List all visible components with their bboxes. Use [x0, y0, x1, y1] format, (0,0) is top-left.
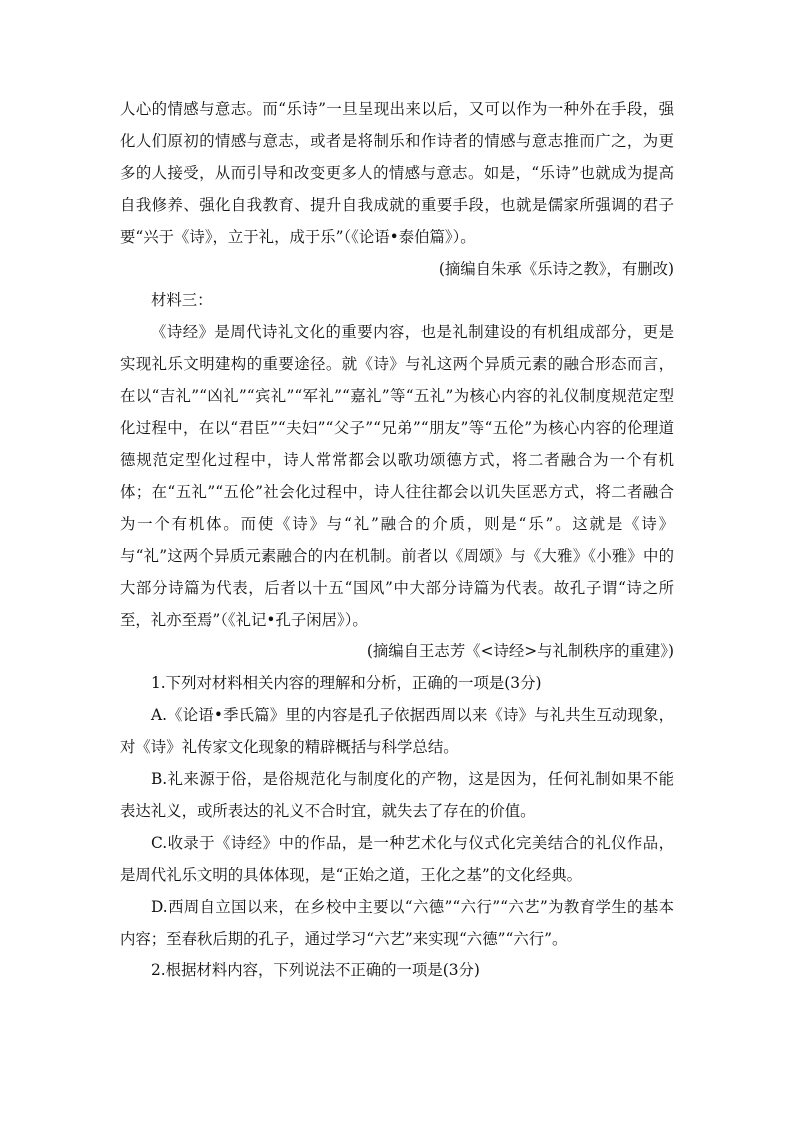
question-2-stem: 2.根据材料内容，下列说法不正确的一项是(3分) [151, 961, 480, 980]
material-3-heading: 材料三： [151, 291, 213, 310]
document-body [120, 94, 674, 987]
question-1-option-c: C.收录于《诗经》中的作品，是一种艺术化与仪式化完美结合的礼仪作品，是周代礼乐文明的具体体现，是“正始之道，王化之基”的文化经典。 [120, 833, 674, 884]
material-3-paragraph: 《诗经》是周代诗礼文化的重要内容，也是礼制建设的有机组成部分，更是实现礼乐文明建构的重要途径。就《诗》与礼这两个异质元素的融合形态而言，在以“吉礼”“凶礼”“宾礼”“军礼”“嘉礼”等“五礼”为核心内容的礼仪制度规范定型化过程中，在以“君臣”“夫妇”“父子”“兄弟”“朋友”等“五伦”为核心内容的伦理道德规范定型化过程中，诗人常常都会以歌功颂德方式，将二者融合为一个有机体；在“五礼”“五伦”社会化过程中，诗人往往都会以讥失匡恶方式，将二者融合为一个有机体。而使《诗》与“礼”融合的介质，则是“乐”。这就是《诗》与“礼”这两个异质元素融合的内在机制。前者以《周颂》与《大雅》《小雅》中的大部分诗篇为代表，后者以十五“国风”中大部分诗篇为代表。故孔子谓“诗之所至，礼亦至焉”（《礼记•孔子闲居》）。 [120, 323, 674, 629]
source-citation-2: (摘编自王志芳《<诗经>与礼制秩序的重建》) [366, 642, 674, 661]
source-citation-1: (摘编自朱承《乐诗之教》，有删改) [438, 259, 674, 278]
question-1-stem: 1.下列对材料相关内容的理解和分析，正确的一项是(3分) [151, 674, 542, 693]
question-1-option-a: A.《论语•季氏篇》里的内容是孔子依据西周以来《诗》与礼共生互动现象，对《诗》礼传家文化现象的精辟概括与科学总结。 [120, 706, 674, 757]
question-1-option-b: B.礼来源于俗，是俗规范化与制度化的产物，这是因为，任何礼制如果不能表达礼义，或所表达的礼义不合时宜，就失去了存在的价值。 [120, 770, 674, 820]
question-1-option-d: D.西周自立国以来，在乡校中主要以“六德”“六行”“六艺”为教育学生的基本内容；至春秋后期的孔子，通过学习“六艺”来实现“六德”“六行”。 [120, 897, 674, 948]
paragraph-continuation: 人心的情感与意志。而“乐诗”一旦呈现出来以后，又可以作为一种外在手段，强化人们原初的情感与意志，或者是将制乐和作诗者的情感与意志推而广之，为更多的人接受，从而引导和改变更多人的情感与意志。如是，“乐诗”也就成为提高自我修养、强化自我教育、提升自我成就的重要手段，也就是儒家所强调的君子要“兴于《诗》，立于礼，成于乐”（《论语•泰伯篇》）。 [120, 100, 674, 246]
